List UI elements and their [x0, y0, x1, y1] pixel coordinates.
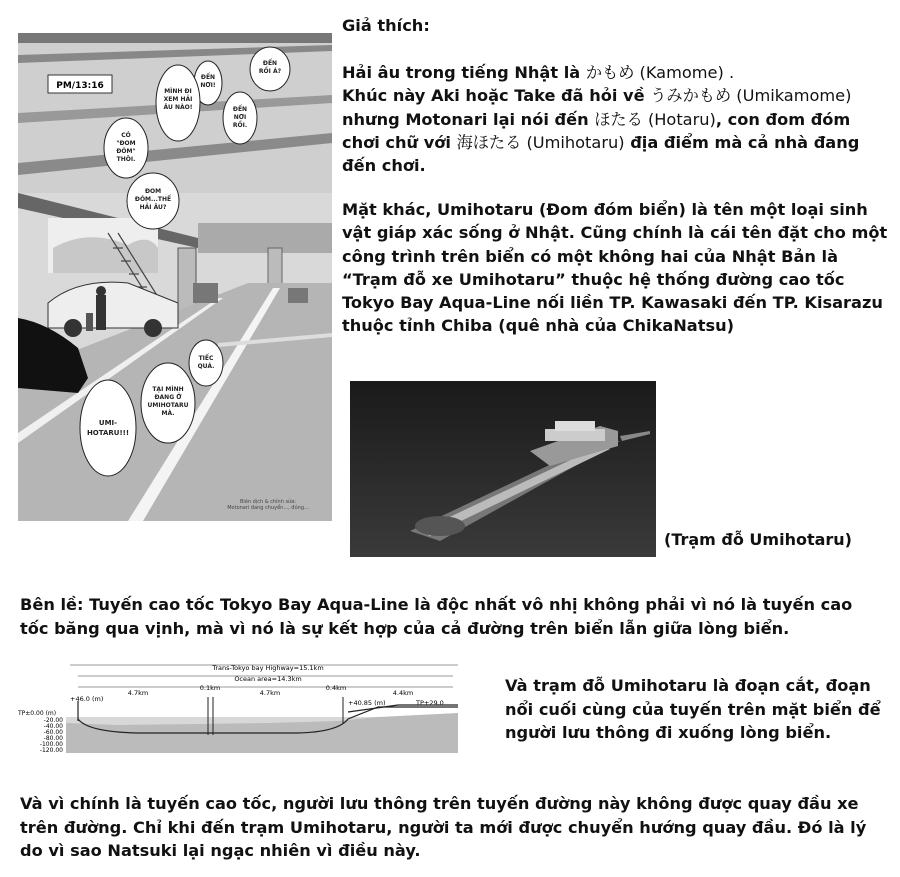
svg-text:+40.85 (m): +40.85 (m) — [348, 699, 386, 707]
time-label: PM/13:16 — [56, 81, 104, 91]
svg-text:TẠI MÌNHĐANG ỞUMIHOTARUMÀ.: TẠI MÌNH ĐANG Ở UMIHOTARU MÀ. — [147, 386, 189, 417]
speech-bubble — [189, 340, 223, 386]
svg-text:-80.00: -80.00 — [43, 735, 63, 742]
svg-text:-60.00: -60.00 — [43, 729, 63, 736]
highway-profile-diagram — [18, 657, 474, 761]
umihotaru-photo — [350, 381, 656, 557]
speech-bubble — [104, 118, 148, 178]
notes-heading: Giả thích: — [342, 16, 430, 35]
speech-bubble — [141, 363, 195, 443]
speech-bubble — [223, 92, 257, 144]
svg-text:CÓ"ĐOMĐÓM"THÔI.: CÓ "ĐOM ĐÓM" THÔI. — [116, 132, 136, 163]
speech-bubble — [127, 173, 179, 229]
diagram-ocean: Ocean area=14.3km — [234, 675, 302, 683]
notes-paragraph-2: Mặt khác, Umihotaru (Đom đóm biển) là tên một loại sinh vật giáp xác sống ở Nhật. Cũng chính là cái tên đặt cho một công trình trên biển có một không hai của Nhật Bản là “Trạm đỗ xe Umihotaru” thuộc hệ thống đường cao tốc Tokyo Bay Aqua-Line nối liền TP. Kawasaki đến TP. Kisarazu thuộc tỉnh Chiba (quê nhà của ChikaNatsu) — [342, 200, 888, 336]
svg-text:-40.00: -40.00 — [43, 723, 63, 730]
svg-text:UMI-HOTARU!!!: UMI-HOTARU!!! — [86, 419, 130, 437]
svg-text:4.4km: 4.4km — [392, 689, 414, 697]
svg-text:TIẾCQUÁ.: TIẾC QUÁ. — [197, 355, 215, 370]
svg-text:TP±0.00 (m): TP±0.00 (m) — [18, 710, 57, 717]
svg-text:0.1km: 0.1km — [199, 684, 221, 692]
diagram-title: Trans-Tokyo bay Highway=15.1km — [212, 664, 324, 672]
svg-text:ĐẾNNƠI!: ĐẾN NƠI! — [200, 74, 216, 89]
svg-text:-120.00: -120.00 — [39, 747, 63, 754]
explanation-notes — [342, 14, 890, 358]
speech-bubble — [156, 65, 200, 141]
svg-text:0.4km: 0.4km — [325, 684, 347, 692]
svg-text:+46.0 (m): +46.0 (m) — [70, 695, 104, 703]
notes-paragraph-1: Hải âu trong tiếng Nhật là かもめ (Kamome) . Khúc này Aki hoặc Take đã hỏi về うみかもめ (Umikamome) nhưng Motonari lại nói đến ほたる (Hotaru), con đom đóm chơi chữ với 海ほたる (Umihotaru) địa điểm mà cả nhà đang đến chơi. — [342, 63, 860, 176]
final-paragraph: Và vì chính là tuyến cao tốc, người lưu thông trên tuyến đường này không được quay đầu xe trên đường. Chỉ khi đến trạm Umihotaru, người ta mới được chuyển hướng quay đầu. Đó là lý do vì sao Natsuki lại ngạc nhiên vì điều này. — [20, 794, 867, 860]
svg-text:ĐOMĐÓM...THẾHẢI ÂU?: ĐOM ĐÓM...THẾ HẢI ÂU? — [134, 188, 172, 211]
svg-text:-100.00: -100.00 — [39, 741, 63, 748]
svg-text:ĐẾNNƠIRỒI.: ĐẾN NƠI RỒI. — [232, 106, 248, 129]
svg-text:MÌNH ĐIXEM HẢIÂU NÀO!: MÌNH ĐI XEM HẢI ÂU NÀO! — [163, 88, 193, 111]
svg-text:4.7km: 4.7km — [259, 689, 281, 697]
credit-line: Biên dịch & chỉnh sửa: — [240, 499, 296, 505]
svg-text:TP+29.0: TP+29.0 — [416, 699, 444, 707]
svg-text:ĐẾNRỒI Á?: ĐẾN RỒI Á? — [258, 60, 282, 75]
depth-scale — [40, 717, 63, 754]
svg-text:4.7km: 4.7km — [127, 689, 149, 697]
photo-caption: (Trạm đỗ Umihotaru) — [664, 530, 852, 549]
aside-paragraph: Bên lề: Tuyến cao tốc Tokyo Bay Aqua-Line là độc nhất vô nhị không phải vì nó là tuyến cao tốc băng qua vịnh, mà vì nó là sự kết hợp của cả đường trên biển lẫn giữa lòng biển. — [20, 595, 853, 638]
manga-panel — [18, 33, 332, 521]
credit-line: Motonari đang chuyển..., đúng... — [227, 505, 309, 511]
speech-bubble — [250, 47, 290, 91]
speech-bubble — [80, 380, 136, 476]
cut-paragraph: Và trạm đỗ Umihotaru là đoạn cắt, đoạn nổi cuối cùng của tuyến trên mặt biển để người lưu thông đi xuống lòng biển. — [505, 676, 881, 742]
svg-text:-20.00: -20.00 — [43, 717, 63, 724]
